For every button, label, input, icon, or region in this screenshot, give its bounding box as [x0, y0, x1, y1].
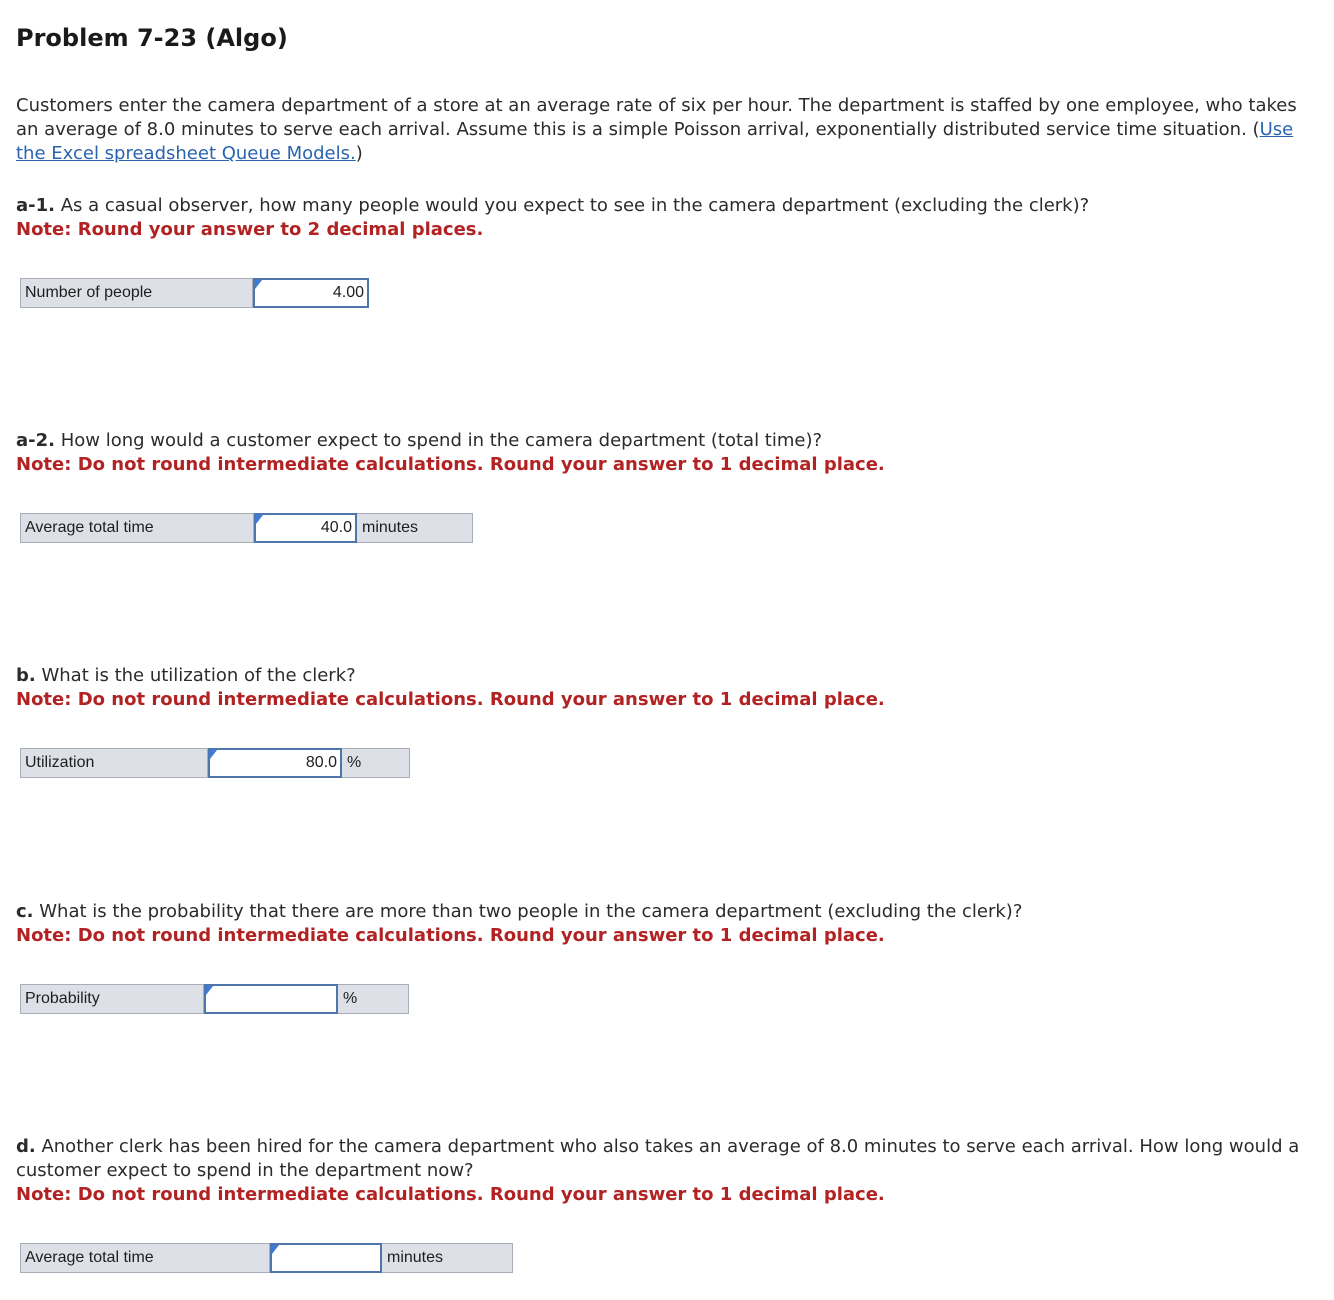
- question-c: [16, 900, 1306, 948]
- input-flag-icon: [255, 280, 262, 289]
- question-d-id: d.: [16, 1136, 36, 1157]
- problem-intro: [16, 94, 1306, 166]
- question-d: [16, 1135, 1306, 1207]
- input-flag-icon: [256, 515, 263, 524]
- question-a1-note: Note: Round your answer to 2 decimal places.: [16, 219, 484, 240]
- answer-row-d: [20, 1243, 513, 1273]
- question-c-id: c.: [16, 901, 34, 922]
- answer-row-a2: [20, 513, 473, 543]
- answer-b-unit: %: [342, 748, 410, 778]
- answer-row-c: [20, 984, 409, 1014]
- question-a2-note: Note: Do not round intermediate calculations. Round your answer to 1 decimal place.: [16, 454, 885, 475]
- question-b-text: What is the utilization of the clerk?: [35, 665, 356, 686]
- average-total-time-input[interactable]: [254, 513, 357, 543]
- question-b: [16, 664, 1306, 712]
- probability-input[interactable]: [204, 984, 338, 1014]
- page-title: Problem 7-23 (Algo): [16, 24, 288, 52]
- question-a2: [16, 429, 1306, 477]
- input-flag-icon: [206, 986, 213, 995]
- answer-d-label: Average total time: [20, 1243, 270, 1273]
- answer-b-label: Utilization: [20, 748, 208, 778]
- answer-a1-label: Number of people: [20, 278, 253, 308]
- question-a1: [16, 194, 1306, 242]
- answer-c-unit: %: [338, 984, 409, 1014]
- intro-text: Customers enter the camera department of a store at an average rate of six per hour. The department is staffed by one employee, who takes an average of 8.0 minutes to serve each arrival. Assume this is a simple Poisson arrival, exponentially distributed service time situation. (: [16, 95, 1297, 140]
- utilization-input[interactable]: [208, 748, 342, 778]
- average-total-time-two-clerks-input[interactable]: [270, 1243, 382, 1273]
- average-total-time-value: 40.0: [320, 519, 352, 536]
- question-d-text: Another clerk has been hired for the camera department who also takes an average of 8.0 minutes to serve each arrival. How long would a customer expect to spend in the department now?: [16, 1136, 1300, 1181]
- answer-row-a1: [20, 278, 369, 308]
- input-flag-icon: [210, 750, 217, 759]
- answer-row-b: [20, 748, 410, 778]
- question-a1-text: As a casual observer, how many people would you expect to see in the camera department (excluding the clerk)?: [54, 195, 1090, 216]
- question-a2-text: How long would a customer expect to spend in the camera department (total time)?: [54, 430, 823, 451]
- number-of-people-value: 4.00: [332, 284, 364, 301]
- answer-a2-label: Average total time: [20, 513, 254, 543]
- answer-a2-unit: minutes: [357, 513, 473, 543]
- input-flag-icon: [272, 1245, 279, 1254]
- excel-queue-models-link[interactable]: Use the Excel spreadsheet Queue Models.: [16, 119, 1294, 164]
- intro-after-link: ): [355, 143, 363, 164]
- answer-c-label: Probability: [20, 984, 204, 1014]
- number-of-people-input[interactable]: [253, 278, 369, 308]
- question-a2-id: a-2.: [16, 430, 55, 451]
- question-c-note: Note: Do not round intermediate calculations. Round your answer to 1 decimal place.: [16, 925, 885, 946]
- answer-d-unit: minutes: [382, 1243, 513, 1273]
- question-b-id: b.: [16, 665, 36, 686]
- question-d-note: Note: Do not round intermediate calculations. Round your answer to 1 decimal place.: [16, 1184, 885, 1205]
- question-a1-id: a-1.: [16, 195, 55, 216]
- question-b-note: Note: Do not round intermediate calculations. Round your answer to 1 decimal place.: [16, 689, 885, 710]
- utilization-value: 80.0: [305, 754, 337, 771]
- question-c-text: What is the probability that there are more than two people in the camera department (excluding the clerk)?: [33, 901, 1023, 922]
